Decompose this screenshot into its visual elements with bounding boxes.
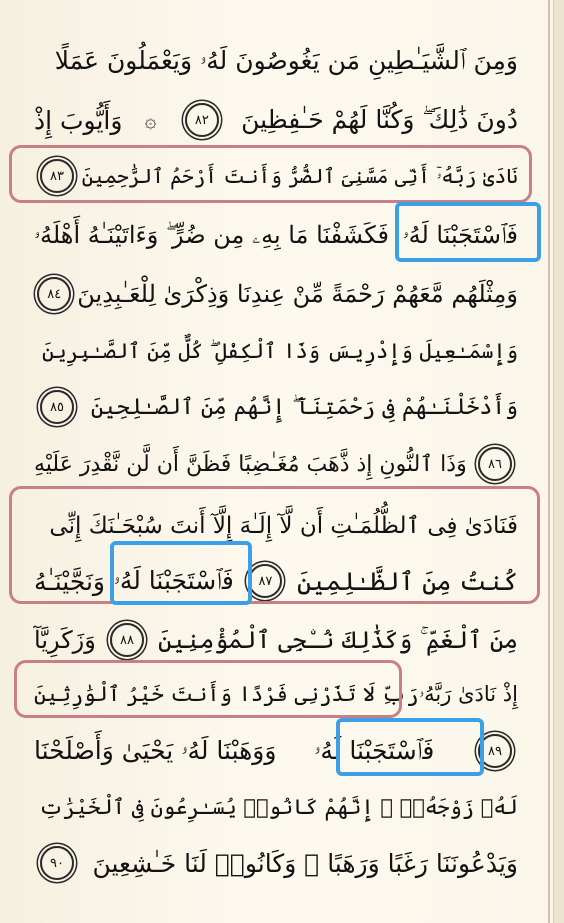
ayah-number-marker: ٩٠ <box>40 846 74 880</box>
verse-text: فَٱسْتَجَبْنَا لَهُۥ <box>314 736 435 765</box>
verse-text: وَوَهَبْنَا لَهُۥ يَحْيَىٰ وَأَصْلَحْنَا <box>34 736 277 765</box>
verse-text: وَذَا ٱلنُّونِ إِذ ذَّهَبَ مُغَـٰضِبًا فَظَنَّ أَن لَّن نَّقْدِرَ عَلَيْهِ <box>34 451 467 477</box>
verse-text: وَأَدْخَلْنَـٰهُمْ فِى رَحْمَتِنَآ ۖ إِنَّهُم مِّنَ ٱلصَّـٰلِحِينَ <box>90 394 518 420</box>
ayah-number-marker: ٨٨ <box>110 623 144 657</box>
verse-line-6 <box>34 320 518 382</box>
verse-line-13 <box>34 720 518 782</box>
verse-text: نَادَىٰ رَبَّهُۥٓ أَنِّى مَسَّنِىَ ٱلضُّرُّ وَأَنتَ أَرْحَمُ ٱلرَّٰحِمِينَ <box>81 164 518 188</box>
verse-line-7 <box>34 376 518 438</box>
verse-line-15 <box>34 832 518 894</box>
verse-text: وَإِسْمَـٰعِيلَ وَإِدْرِيسَ وَذَا ٱلْكِفْلِ ۖ كُلٌّ مِّنَ ٱلصَّـٰبِرِينَ <box>42 338 518 363</box>
ayah-number-marker: ٨٥ <box>40 390 74 424</box>
verse-text: وَمِثْلَهُم مَّعَهُمْ رَحْمَةً مِّنْ عِندِنَا وَذِكْرَىٰ لِلْعَـٰبِدِينَ <box>77 280 518 308</box>
verse-text: فَٱسْتَجَبْنَا لَهُۥ <box>402 221 518 249</box>
verse-text: مِنَ ٱلْغَمِّ ۚ وَكَذَٰلِكَ نُـۨجِى ٱلْمُؤْمِنِينَ <box>158 626 518 654</box>
verse-text: وَنَجَّيْنَـٰهُ <box>34 566 105 596</box>
verse-text: وَأَيُّوبَ إِذْ <box>34 105 123 135</box>
verse-line-8 <box>34 433 518 495</box>
verse-text: كُنتُ مِنَ ٱلظَّـٰلِمِينَ <box>297 566 518 596</box>
verse-text: فَٱسْتَجَبْنَا لَهُۥ <box>113 566 234 595</box>
ayah-number-marker: ٨٤ <box>37 277 71 311</box>
verse-text: دُونَ ذَٰلِكَ ۖ وَكُنَّا لَهُمْ حَـٰفِظِينَ <box>241 105 518 134</box>
verse-text: فَنَادَىٰ فِى ٱلظُّلُمَـٰتِ أَن لَّآ إِلَـٰهَ إِلَّآ أَنتَ سُبْحَـٰنَكَ إِنِّى <box>49 513 518 539</box>
verse-text: رَبِّ لَا تَذَرْنِى فَرْدًا وَأَنتَ خَيْرُ ٱلْوَٰرِثِينَ <box>34 682 419 706</box>
verse-line-4 <box>34 204 518 266</box>
ayah-number-marker: ٨٣ <box>40 159 74 193</box>
verse-text: وَزَكَرِيَّآ <box>34 626 96 654</box>
verse-line-12 <box>34 663 518 725</box>
verse-line-9 <box>34 495 518 557</box>
verse-line-1 <box>34 30 518 92</box>
verse-line-10 <box>34 550 518 612</box>
rub-el-hizb-icon: ۞ <box>144 108 157 132</box>
ayah-number-marker: ٨٦ <box>478 447 512 481</box>
verse-text: وَمِنَ ٱلشَّيَـٰطِينِ مَن يَغُوصُونَ لَهُۥ وَيَعْمَلُونَ عَمَلًا <box>54 46 518 75</box>
ayah-number-marker: ٨٢ <box>185 103 219 137</box>
verse-line-11 <box>34 609 518 671</box>
verse-line-3 <box>34 145 518 207</box>
verse-text: إِذْ نَادَىٰ رَبَّهُۥ <box>418 681 518 706</box>
verse-text: وَيَدْعُونَنَا رَغَبًا وَرَهَبًا ۖ وَكَانُوا۟ لَنَا خَـٰشِعِينَ <box>92 848 518 878</box>
verse-text: لَهُۥ زَوْجَهُۥٓ ۚ إِنَّهُمْ كَانُوا۟ يُسَـٰرِعُونَ فِى ٱلْخَيْرَٰتِ <box>38 795 518 819</box>
verse-line-14 <box>34 776 518 838</box>
verse-line-5 <box>34 263 518 325</box>
ayah-number-marker: ٨٧ <box>248 564 282 598</box>
ayah-number-marker: ٨٩ <box>478 734 512 768</box>
verse-text: فَكَشَفْنَا مَا بِهِۦ مِن ضُرٍّ ۖ وَءَاتَيْنَـٰهُ أَهْلَهُۥ <box>34 221 389 249</box>
page-border-rule <box>548 0 550 923</box>
page-edge <box>554 0 564 923</box>
verse-line-2 <box>34 89 518 151</box>
